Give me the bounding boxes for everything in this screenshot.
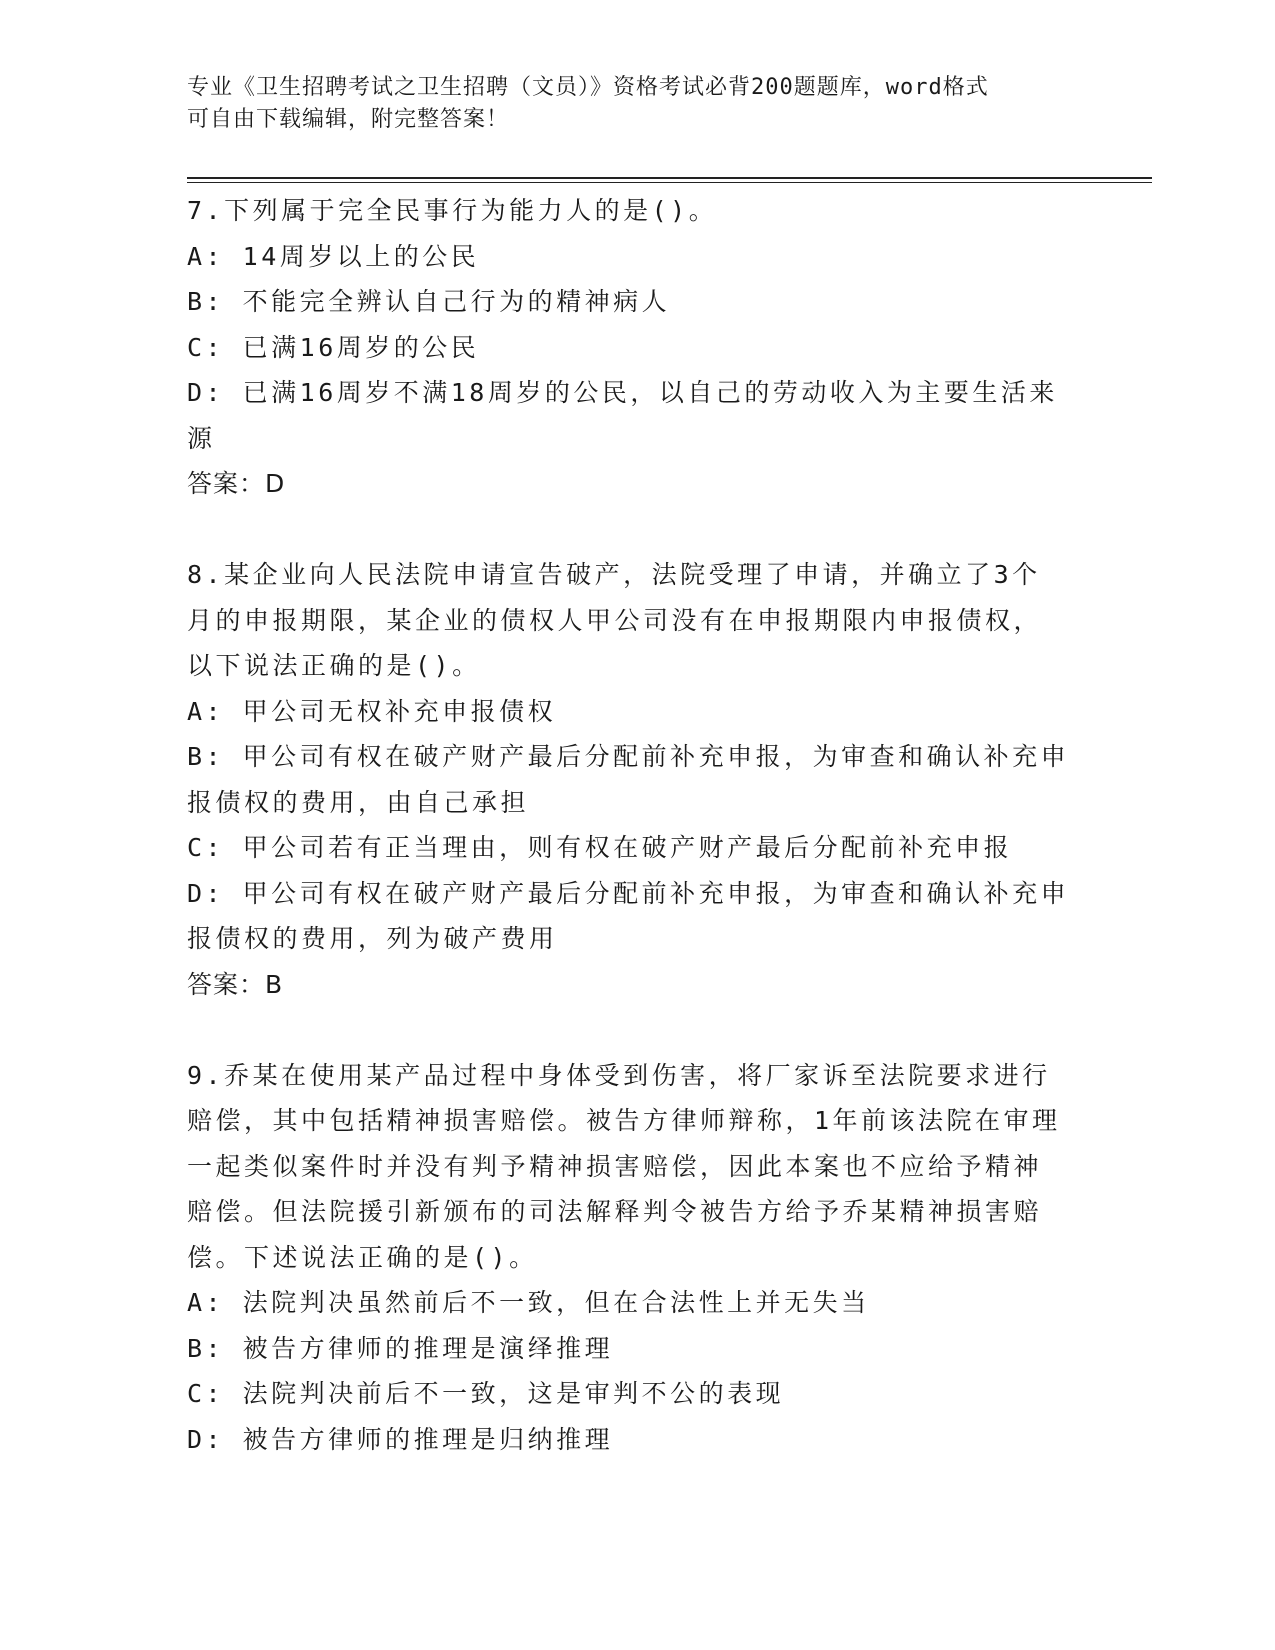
question-8-option-d: D: 甲公司有权在破产财产最后分配前补充申报，为审查和确认补充申 bbox=[187, 878, 1070, 908]
header-line-1: 专业《卫生招聘考试之卫生招聘（文员）》资格考试必背200题题库，word格式 bbox=[187, 75, 989, 100]
question-8 bbox=[187, 552, 1087, 1007]
question-9-stem-4: 赔偿。但法院援引新颁布的司法解释判令被告方给予乔某精神损害赔 bbox=[187, 1197, 1043, 1226]
question-9-stem-3: 一起类似案件时并没有判予精神损害赔偿，因此本案也不应给予精神 bbox=[187, 1151, 1043, 1181]
question-9-stem-2: 赔偿，其中包括精神损害赔偿。被告方律师辩称，1年前该法院在审理 bbox=[187, 1106, 1061, 1135]
question-9-option-a: A: 法院判决虽然前后不一致，但在合法性上并无失当 bbox=[187, 1288, 870, 1317]
header-rule-thick bbox=[187, 177, 1152, 179]
question-7-answer: 答案：D bbox=[187, 469, 286, 498]
question-9-stem-5: 偿。下述说法正确的是()。 bbox=[187, 1242, 538, 1272]
question-8-option-d-cont: 报债权的费用，列为破产费用 bbox=[187, 924, 558, 953]
question-7-option-c: C: 已满16周岁的公民 bbox=[187, 332, 480, 362]
question-8-option-c: C: 甲公司若有正当理由，则有权在破产财产最后分配前补充申报 bbox=[187, 833, 1013, 862]
header-rule-thin bbox=[187, 182, 1152, 183]
question-8-option-b-cont: 报债权的费用，由自己承担 bbox=[187, 787, 530, 817]
question-9-option-d: D: 被告方律师的推理是归纳推理 bbox=[187, 1424, 614, 1454]
question-8-stem-1: 8.某企业向人民法院申请宣告破产，法院受理了申请，并确立了3个 bbox=[187, 560, 1041, 589]
question-8-option-a: A: 甲公司无权补充申报债权 bbox=[187, 696, 557, 726]
spacer bbox=[187, 507, 1087, 553]
header-line-2: 可自由下载编辑，附完整答案！ bbox=[187, 107, 510, 132]
questions-content bbox=[187, 188, 1087, 1462]
question-8-option-b: B: 甲公司有权在破产财产最后分配前补充申报，为审查和确认补充申 bbox=[187, 742, 1070, 771]
question-7-stem: 7.下列属于完全民事行为能力人的是()。 bbox=[187, 196, 718, 225]
document-header bbox=[187, 72, 1067, 136]
question-7-option-b: B: 不能完全辨认自己行为的精神病人 bbox=[187, 287, 671, 316]
spacer bbox=[187, 1007, 1087, 1053]
question-8-stem-2: 月的申报期限，某企业的债权人甲公司没有在申报期限内申报债权， bbox=[187, 605, 1043, 635]
question-7-option-d-cont: 源 bbox=[187, 423, 216, 453]
question-8-stem-3: 以下说法正确的是()。 bbox=[187, 651, 481, 680]
question-9-option-b: B: 被告方律师的推理是演绎推理 bbox=[187, 1333, 614, 1363]
question-9-stem-1: 9.乔某在使用某产品过程中身体受到伤害，将厂家诉至法院要求进行 bbox=[187, 1060, 1051, 1090]
question-9-option-c: C: 法院判决前后不一致，这是审判不公的表现 bbox=[187, 1379, 785, 1408]
question-8-answer: 答案：B bbox=[187, 969, 284, 999]
question-7-option-a: A: 14周岁以上的公民 bbox=[187, 241, 480, 271]
question-7-option-d: D: 已满16周岁不满18周岁的公民，以自己的劳动收入为主要生活来 bbox=[187, 378, 1058, 407]
question-9 bbox=[187, 1053, 1087, 1463]
question-7 bbox=[187, 188, 1087, 507]
